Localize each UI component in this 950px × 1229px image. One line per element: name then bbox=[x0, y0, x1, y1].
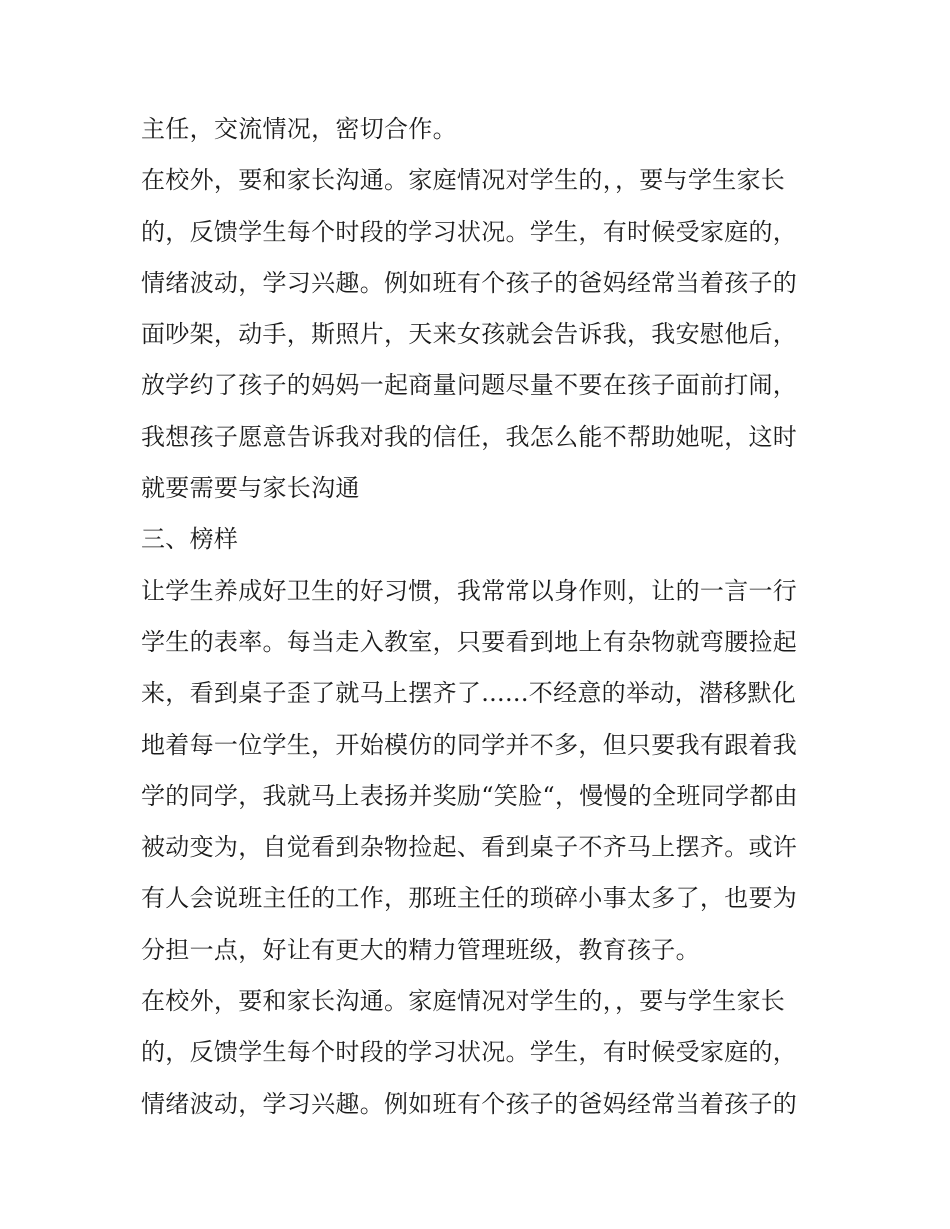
document-body bbox=[141, 104, 821, 1130]
text-line: 被动变为，自觉看到杂物捡起、看到桌子不齐马上摆齐。或许 bbox=[141, 833, 798, 862]
text-line: 放学约了孩子的妈妈一起商量问题尽量不要在孩子面前打闹， bbox=[141, 371, 798, 400]
text-line: 让学生养成好卫生的好习惯，我常常以身作则，让的一言一行 bbox=[141, 576, 798, 605]
text-line: 学的同学，我就马上表扬并奖励“笑脸“，慢慢的全班同学都由 bbox=[141, 781, 798, 810]
section-heading: 三、榜样 bbox=[141, 525, 239, 554]
text-line: 在校外，要和家长沟通。家庭情况对学生的，，要与学生家长 bbox=[141, 166, 786, 195]
text-line: 面吵架，动手，斯照片，天来女孩就会告诉我，我安慰他后， bbox=[141, 320, 798, 349]
text-line: 就要需要与家长沟通 bbox=[141, 474, 360, 503]
text-line: 地着每一位学生，开始模仿的同学并不多，但只要我有跟着我 bbox=[141, 730, 798, 759]
text-line: 分担一点，好让有更大的精力管理班级，教育孩子。 bbox=[141, 935, 700, 964]
text-line: 学生的表率。每当走入教室，只要看到地上有杂物就弯腰捡起 bbox=[141, 627, 798, 656]
text-line: 情绪波动，学习兴趣。例如班有个孩子的爸妈经常当着孩子的 bbox=[141, 268, 798, 297]
text-line: 我想孩子愿意告诉我对我的信任，我怎么能不帮助她呢，这时 bbox=[141, 422, 798, 451]
text-line: 在校外，要和家长沟通。家庭情况对学生的，，要与学生家长 bbox=[141, 987, 786, 1016]
text-line: 情绪波动，学习兴趣。例如班有个孩子的爸妈经常当着孩子的 bbox=[141, 1089, 798, 1118]
text-line: 的，反馈学生每个时段的学习状况。学生，有时候受家庭的， bbox=[141, 1038, 798, 1067]
text-line: 来，看到桌子歪了就马上摆齐了......不经意的举动，潜移默化 bbox=[141, 679, 797, 708]
text-line: 有人会说班主任的工作，那班主任的琐碎小事太多了，也要为 bbox=[141, 884, 798, 913]
text-line: 主任，交流情况，密切合作。 bbox=[141, 115, 457, 143]
text-line: 的，反馈学生每个时段的学习状况。学生，有时候受家庭的， bbox=[141, 217, 798, 246]
